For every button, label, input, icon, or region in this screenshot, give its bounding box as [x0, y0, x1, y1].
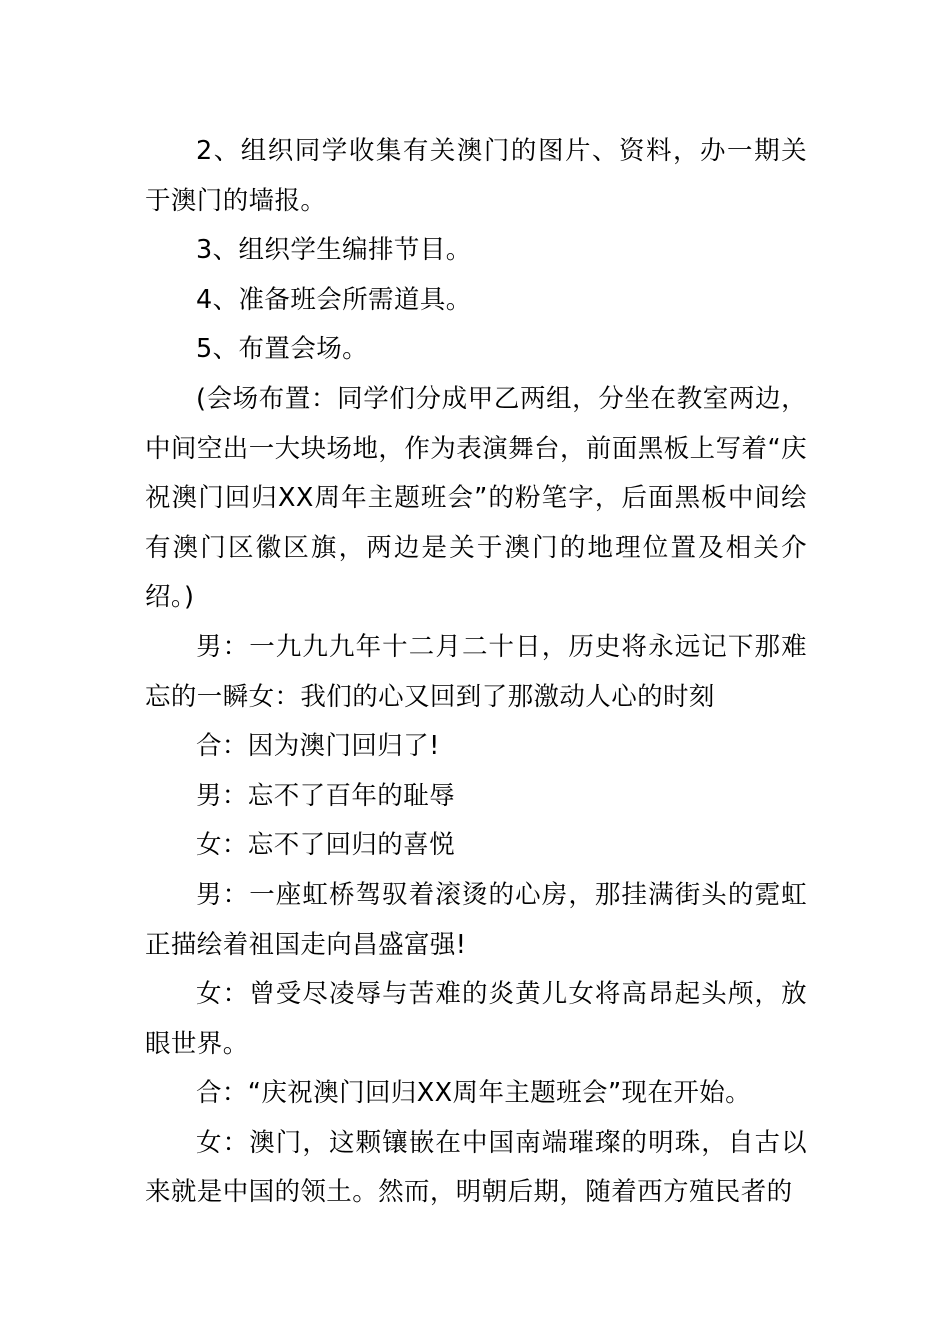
paragraph-dialogue: 女：澳门，这颗镶嵌在中国南端璀璨的明珠，自古以来就是中国的领土。然而，明朝后期，随着西方殖民者的	[145, 1127, 807, 1208]
paragraph-prep-item-5: 5、布置会场。	[196, 334, 369, 365]
paragraph-dialogue: 男：一座虹桥驾驭着滚烫的心房，那挂满街头的霓虹正描绘着祖国走向昌盛富强!	[145, 879, 807, 960]
paragraph-venue-setup: (会场布置：同学们分成甲乙两组，分坐在教室两边，中间空出一大块场地，作为表演舞台，前面黑板上写着“庆祝澳门回归XX周年主题班会”的粉笔字，后面黑板中间绘有澳门区徽区旗，两边是关于澳门的地理位置及相关介绍。)	[145, 383, 807, 613]
paragraph-dialogue: 男：忘不了百年的耻辱	[196, 780, 456, 811]
paragraph-prep-item-3: 3、组织学生编排节目。	[196, 235, 472, 266]
paragraph-dialogue: 女：忘不了回归的喜悦	[196, 830, 456, 861]
paragraph-dialogue: 男：一九九九年十二月二十日，历史将永远记下那难忘的一瞬女：我们的心又回到了那激动人心的时刻	[145, 631, 807, 712]
paragraph-prep-item-2: 2、组织同学收集有关澳门的图片、资料，办一期关于澳门的墙报。	[145, 136, 807, 216]
paragraph-dialogue: 合：“庆祝澳门回归XX周年主题班会”现在开始。	[196, 1078, 752, 1109]
document-body	[145, 127, 807, 1218]
paragraph-dialogue: 合：因为澳门回归了!	[196, 731, 440, 762]
paragraph-dialogue: 女：曾受尽凌辱与苦难的炎黄儿女将高昂起头颅，放眼世界。	[145, 979, 807, 1059]
paragraph-prep-item-4: 4、准备班会所需道具。	[196, 284, 472, 315]
